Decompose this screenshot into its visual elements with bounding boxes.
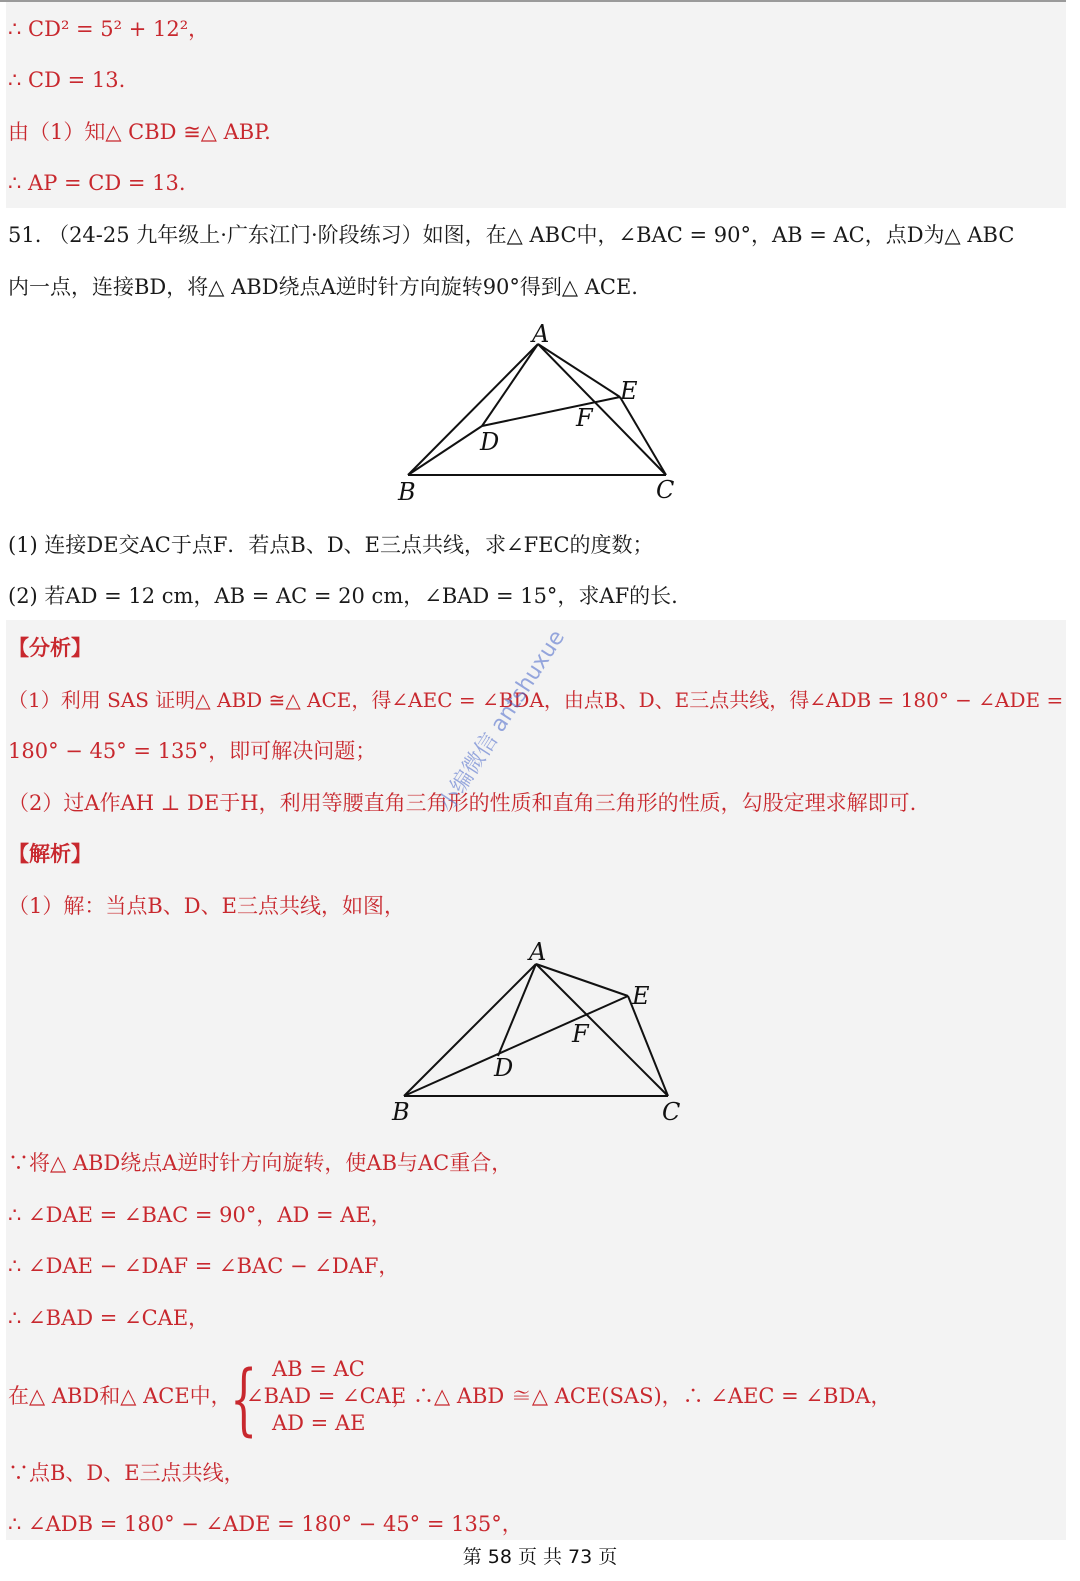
solution-line: ∴ ∠ADB = 180° − ∠ADE = 180° − 45° = 135°， — [8, 1512, 523, 1536]
segment-AE — [536, 964, 628, 996]
segment-DE — [482, 397, 620, 426]
segment-BD — [408, 426, 482, 475]
solution-line-suffix: ，∴△ ABD ≅△ ACE(SAS)，∴ ∠AEC = ∠BDA， — [392, 1384, 892, 1408]
system-eq-2: ∠BAD = ∠CAE — [246, 1384, 407, 1408]
analysis-line: （1）利用 SAS 证明△ ABD ≅△ ACE，得∠AEC = ∠BDA，由点B、D、E三点共线，得∠ADB = 180° − ∠ADE = — [8, 688, 1064, 712]
solution-line: ∵将△ ABD绕点A逆时针方向旋转，使AB与AC重合， — [8, 1151, 513, 1175]
problem-line-2: 内一点，连接BD，将△ ABD绕点A逆时针方向旋转90°得到△ ACE. — [8, 275, 638, 299]
segment-AD — [482, 344, 538, 426]
analysis-line: 180° − 45° = 135°，即可解决问题； — [8, 739, 377, 763]
solution-line: ∴ ∠DAE − ∠DAF = ∠BAC − ∠DAF， — [8, 1254, 400, 1278]
geometry-figure-problem — [390, 320, 690, 510]
label-B: B — [398, 478, 416, 506]
system-eq-1: AB = AC — [272, 1357, 365, 1381]
solution-header: 【解析】 — [8, 842, 92, 866]
label-F: F — [572, 1020, 589, 1048]
solution-line: 由（1）知△ CBD ≅△ ABP. — [8, 120, 271, 144]
label-E: E — [632, 982, 650, 1010]
label-A: A — [532, 320, 550, 348]
segment-AB — [408, 344, 538, 475]
solution-line: ∴ CD = 13. — [8, 68, 126, 92]
label-A: A — [529, 938, 547, 966]
question-2: (2) 若AD = 12 cm，AB = AC = 20 cm，∠BAD = 15°，求AF的长. — [8, 584, 678, 608]
segment-AE — [538, 344, 620, 397]
page-footer: 第 58 页 共 73 页 — [462, 1546, 618, 1568]
solution-line: ∴ ∠BAD = ∠CAE， — [8, 1306, 210, 1330]
solution-intro: （1）解：当点B、D、E三点共线，如图， — [8, 894, 405, 918]
segment-AB — [404, 964, 536, 1096]
brace-symbol: { — [230, 1355, 258, 1445]
label-E: E — [620, 377, 638, 405]
label-D: D — [480, 428, 500, 456]
geometry-figure-solution — [386, 938, 696, 1128]
label-F: F — [576, 404, 593, 432]
label-C: C — [662, 1098, 681, 1126]
problem-line-1: 51. （24-25 九年级上·广东江门·阶段练习）如图，在△ ABC中，∠BAC = 90°，AB = AC，点D为△ ABC — [8, 223, 1015, 247]
solution-line: ∴ ∠DAE = ∠BAC = 90°，AD = AE， — [8, 1203, 392, 1227]
segment-EC — [628, 996, 668, 1096]
segment-AD — [498, 964, 536, 1056]
label-D: D — [494, 1054, 514, 1082]
question-1: (1) 连接DE交AC于点F．若点B、D、E三点共线，求∠FEC的度数； — [8, 533, 654, 557]
system-eq-3: AD = AE — [272, 1411, 366, 1435]
solution-line: ∴ AP = CD = 13. — [8, 171, 186, 195]
label-C: C — [656, 476, 675, 504]
solution-line: ∴ CD² = 5² + 12²， — [8, 17, 210, 41]
analysis-line: （2）过A作AH ⊥ DE于H，利用等腰直角三角形的性质和直角三角形的性质，勾股定理求解即可. — [8, 791, 917, 815]
label-B: B — [392, 1098, 410, 1126]
watermark: 小编微信 antshuxue — [434, 625, 571, 817]
solution-line-prefix: 在△ ABD和△ ACE中， — [8, 1384, 232, 1408]
solution-line: ∵点B、D、E三点共线， — [8, 1461, 245, 1485]
analysis-header: 【分析】 — [8, 636, 92, 660]
